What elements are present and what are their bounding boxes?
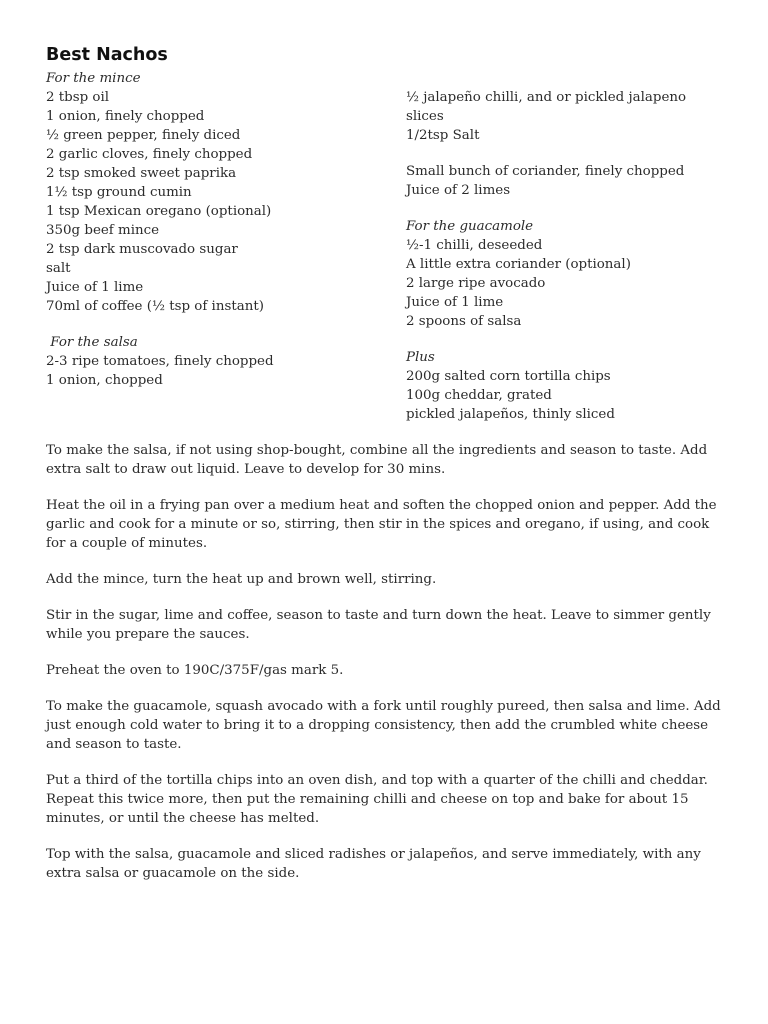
ingredient-item: ½-1 chilli, deseeded — [406, 238, 543, 253]
ingredient-item: 1/2tsp Salt — [406, 128, 480, 143]
method-step: To make the guacamole, squash avocado with a fork until roughly pureed, then salsa and lime. Add just enough cold water to bring it to a dropping consistency, then add the crumbled white cheese and season to taste. — [46, 699, 721, 752]
spacer — [406, 69, 726, 88]
ingredient-item: 200g salted corn tortilla chips — [406, 369, 611, 384]
method-step: Add the mince, turn the heat up and brown well, stirring. — [46, 572, 437, 587]
ingredient-item: 1 onion, finely chopped — [46, 109, 205, 124]
guacamole-heading: For the guacamole — [406, 219, 534, 234]
guacamole-ingredient-list — [406, 236, 726, 331]
ingredient-item: A little extra coriander (optional) — [406, 257, 631, 272]
ingredient-item: 1 tsp Mexican oregano (optional) — [46, 204, 272, 219]
spacer — [406, 331, 726, 348]
method-section — [46, 441, 726, 900]
spacer — [406, 145, 726, 162]
ingredients-right-column — [406, 69, 726, 424]
ingredient-item: 2 tsp dark muscovado sugar — [46, 242, 238, 257]
ingredient-item: 350g beef mince — [46, 223, 160, 238]
method-step: Heat the oil in a frying pan over a medium heat and soften the chopped onion and pepper. Add the garlic and cook for a minute or so, stirring, then stir in the spices and oregano, if using, and cook for a couple of minutes. — [46, 498, 717, 551]
salsa-extra-list — [406, 162, 726, 200]
method-step: Top with the salsa, guacamole and sliced radishes or jalapeños, and serve immediately, with any extra salsa or guacamole on the side. — [46, 847, 701, 881]
ingredient-item: Juice of 1 lime — [46, 280, 144, 295]
ingredient-item: 70ml of coffee (½ tsp of instant) — [46, 299, 264, 314]
mince-heading: For the mince — [46, 71, 141, 86]
salsa-heading: For the salsa — [46, 335, 138, 350]
plus-ingredient-list — [406, 367, 726, 424]
ingredient-item: Juice of 2 limes — [406, 183, 511, 198]
ingredient-item: 100g cheddar, grated — [406, 388, 552, 403]
ingredient-item: ½ green pepper, finely diced — [46, 128, 241, 143]
ingredient-item: salt — [46, 261, 71, 276]
method-step: Stir in the sugar, lime and coffee, season to taste and turn down the heat. Leave to simmer gently while you prepare the sauces. — [46, 608, 711, 642]
ingredient-item: slices — [406, 109, 444, 124]
recipe-title: Best Nachos — [46, 45, 168, 65]
plus-heading: Plus — [406, 350, 435, 365]
ingredient-item: 2-3 ripe tomatoes, finely chopped — [46, 354, 274, 369]
ingredients-left-column — [46, 69, 396, 390]
ingredient-item: 2 tsp smoked sweet paprika — [46, 166, 237, 181]
recipe-page — [46, 0, 726, 1024]
ingredient-item: Juice of 1 lime — [406, 295, 504, 310]
salsa-continued-list — [406, 88, 726, 145]
ingredient-item: 1 onion, chopped — [46, 373, 163, 388]
salsa-ingredient-list — [46, 352, 396, 390]
spacer — [406, 200, 726, 217]
ingredient-item: 2 garlic cloves, finely chopped — [46, 147, 253, 162]
ingredient-item: 2 tbsp oil — [46, 90, 110, 105]
ingredient-item: 1½ tsp ground cumin — [46, 185, 192, 200]
ingredient-item: ½ jalapeño chilli, and or pickled jalapeno — [406, 90, 687, 105]
method-step: Preheat the oven to 190C/375F/gas mark 5. — [46, 663, 344, 678]
method-step: To make the salsa, if not using shop-bought, combine all the ingredients and season to taste. Add extra salt to draw out liquid. Leave to develop for 30 mins. — [46, 443, 708, 477]
ingredient-item: 2 spoons of salsa — [406, 314, 522, 329]
mince-ingredient-list — [46, 88, 396, 316]
ingredient-item: Small bunch of coriander, finely chopped — [406, 164, 685, 179]
method-step: Put a third of the tortilla chips into an oven dish, and top with a quarter of the chilli and cheddar. Repeat this twice more, then put the remaining chilli and cheese on top and bake for about 15 minutes, or until the cheese has melted. — [46, 773, 708, 826]
ingredient-item: 2 large ripe avocado — [406, 276, 546, 291]
spacer — [46, 316, 396, 333]
ingredient-item: pickled jalapeños, thinly sliced — [406, 407, 615, 422]
